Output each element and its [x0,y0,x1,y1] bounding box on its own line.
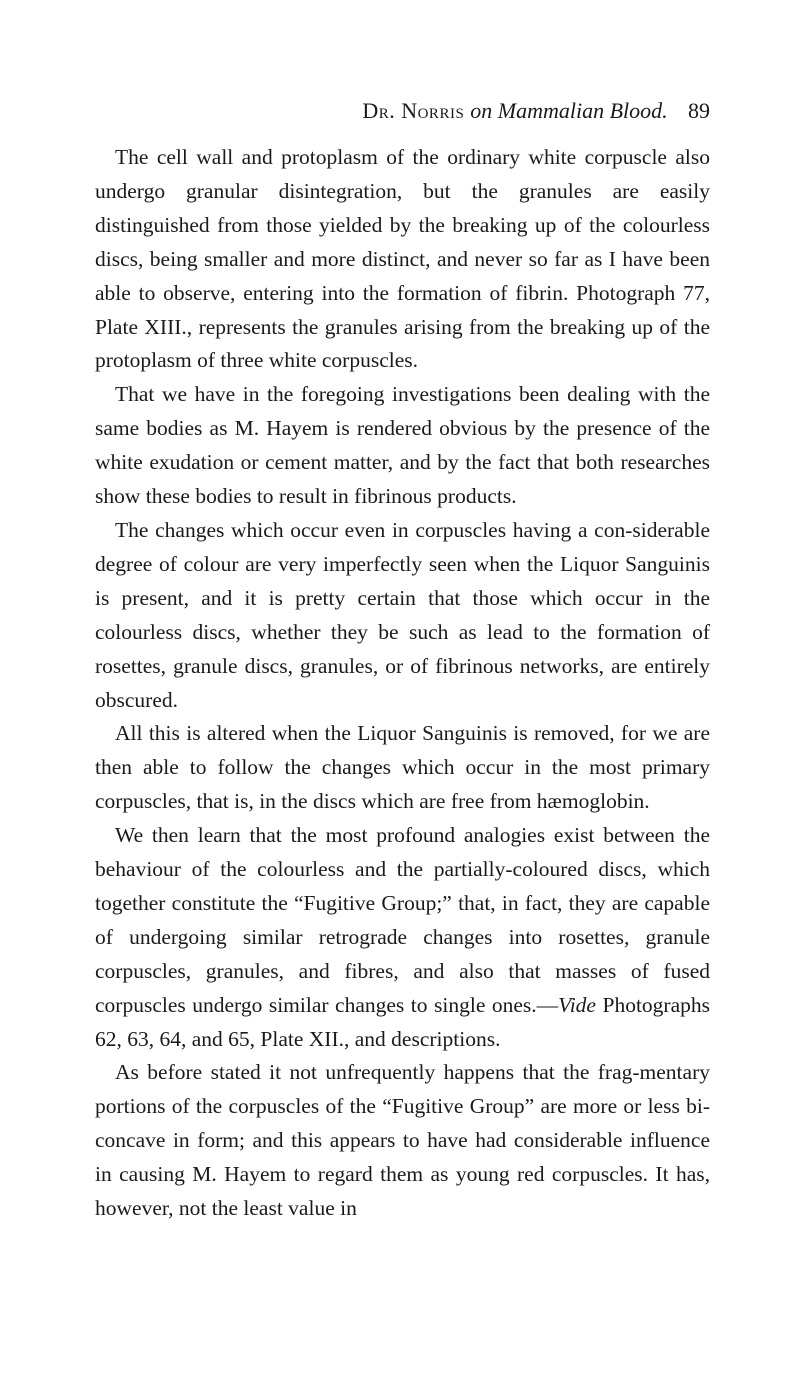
paragraph-fugitive-group-analogies [95,819,710,1056]
running-topic: on Mammalian Blood. [470,98,668,123]
paragraph-analogies-text: We then learn that the most profound analogies exist between the behaviour of the colourless and the partially-coloured discs, which together constitute the “Fugitive Group;” that, in fact, they are capable of undergoing similar retrograde changes into rosettes, granule corpuscles, granules, and fibres, and also that masses of fused corpuscles undergo similar changes to single ones.— [95,823,710,1017]
paragraph-changes-obscured: The changes which occur even in corpuscles having a con-siderable degree of colour are very imperfectly seen when the Liquor Sanguinis is present, and it is pretty certain that those which occur in the colourless discs, whether they be such as lead to the formation of rosettes, granule discs, granules, or of fibrinous networks, are entirely obscured. [95,517,710,712]
vide-reference: Vide [558,992,596,1017]
page-number: 89 [688,98,710,123]
paragraph-hayem-bodies: That we have in the foregoing investigations been dealing with the same bodies as M. Hayem is rendered obvious by the presence of the white exudation or cement matter, and by the fact that both researches show these bodies to result in fibrinous products. [95,382,710,509]
photographs-reference: Photographs 62, 63, 64, and 65, Plate XII., and descriptions. [95,992,710,1051]
running-title [362,98,667,124]
body-text [95,141,710,1226]
paragraph-liquor-removed: All this is altered when the Liquor Sanguinis is removed, for we are then able to follow the changes which occur in the most primary corpuscles, that is, in the discs which are free from hæmoglobin. [95,721,710,814]
running-head [95,98,710,132]
paragraph-biconcave-fragments: As before stated it not unfrequently happens that the frag-mentary portions of the corpuscles of the “Fugitive Group” are more or less bi-concave in form; and this appears to have had considerable influence in causing M. Hayem to regard them as young red corpuscles. It has, however, not the least value in [95,1060,710,1221]
author-name: Dr. Norris [362,98,465,123]
paragraph-white-corpuscle: The cell wall and protoplasm of the ordinary white corpuscle also undergo granular disintegration, but the granules are easily distinguished from those yielded by the breaking up of the colourless discs, being smaller and more distinct, and never so far as I have been able to observe, entering into the formation of fibrin. Photograph 77, Plate XIII., represents the granules arising from the breaking up of the protoplasm of three white corpuscles. [95,145,710,373]
